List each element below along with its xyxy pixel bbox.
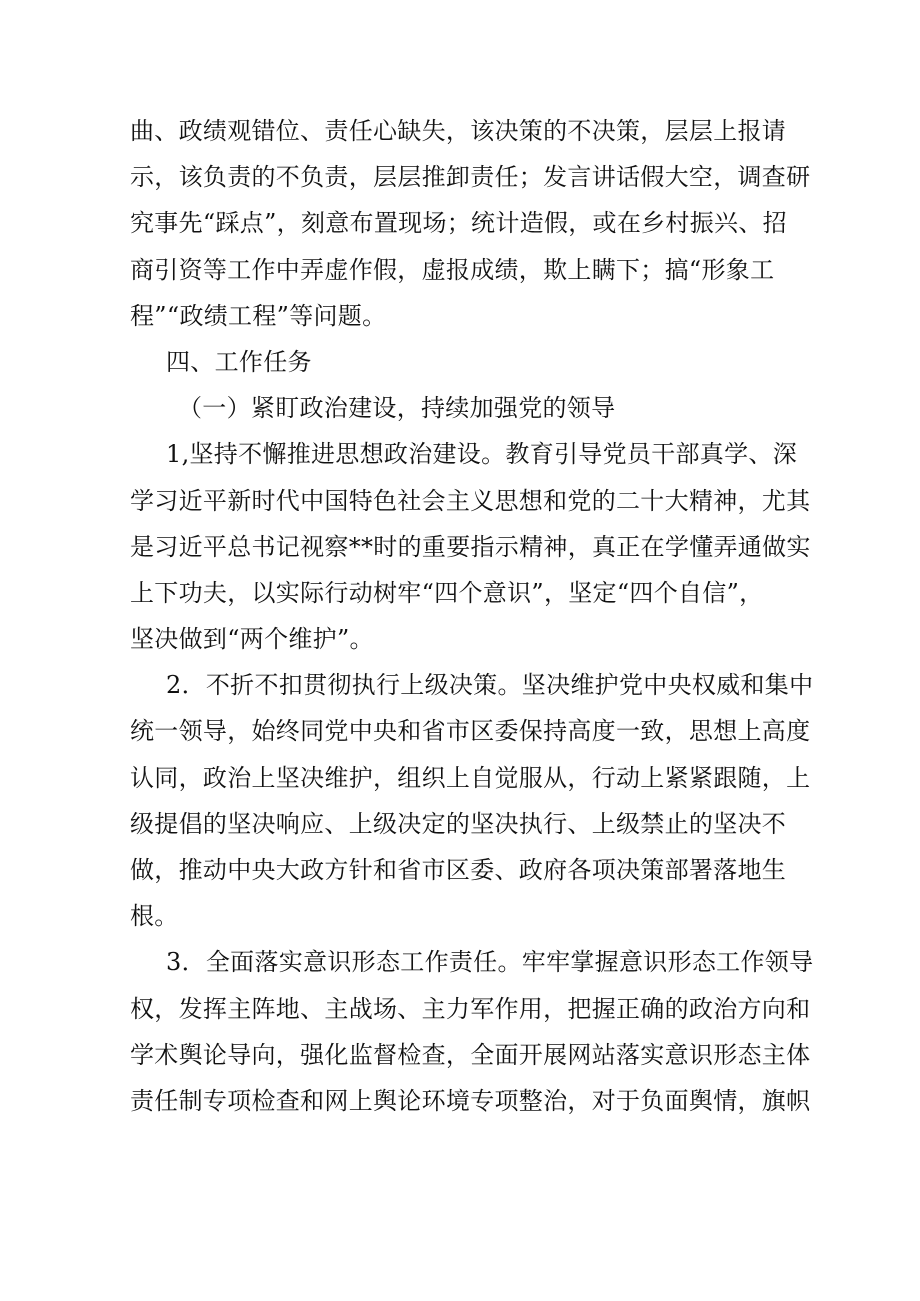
text-line: 级提倡的坚决响应、上级决定的坚决执行、上级禁止的坚决不 [130,809,787,838]
text-line: 示，该负责的不负责，层层推卸责任；发言讲话假大空，调查研 [130,163,811,192]
subsection-heading [130,385,780,431]
paragraph-continuation [130,108,811,339]
text-line: 学习近平新时代中国特色社会主义思想和党的二十大精神，尤其 [130,486,811,515]
text-line: 究事先“踩点”，刻意布置现场；统计造假，或在乡村振兴、招 [130,209,787,238]
text-line: 是习近平总书记视察**时的重要指示精神，真正在学懂弄通做实 [130,532,811,561]
text-line: 权，发挥主阵地、主战场、主力军作用，把握正确的政治方向和 [130,994,811,1023]
text-line: 坚决做到“两个维护”。 [130,625,374,654]
text-line: 曲、政绩观错位、责任心缺失，该决策的不决策，层层上报请 [130,117,787,145]
text-line: 认同，政治上坚决维护，组织上自觉服从，行动上紧紧跟随，上 [130,763,811,792]
text-line: 2．不折不扣贯彻执行上级决策。坚决维护党中央权威和集中 [166,671,814,700]
section-title: 四、工作任务 [166,347,312,376]
paragraph-item-1 [130,431,811,662]
text-line: 3．全面落实意识形态工作责任。牢牢掌握意识形态工作领导 [166,948,814,977]
text-line: 1,坚持不懈推进思想政治建设。教育引导党员干部真学、深 [166,440,797,469]
paragraph-item-3 [130,939,814,1124]
document-body [130,108,814,1124]
text-line: 做，推动中央大政方针和省市区委、政府各项决策部署落地生 [130,856,787,884]
paragraph-item-2 [130,662,814,939]
text-line: 上下功夫，以实际行动树牢“四个意识”，坚定“四个自信”， [130,578,764,607]
text-line: 学术舆论导向，强化监督检查，全面开展网站落实意识形态主体 [130,1040,811,1069]
section-heading [130,339,780,385]
subsection-title: （一）紧盯政治建设，持续加强党的领导 [178,394,616,423]
text-line: 根。 [130,902,179,931]
text-line: 统一领导，始终同党中央和省市区委保持高度一致，思想上高度 [130,717,811,746]
text-line: 程”“政绩工程”等问题。 [130,301,387,330]
text-line: 责任制专项检查和网上舆论环境专项整治，对于负面舆情，旗帜 [130,1086,811,1115]
text-line: 商引资等工作中弄虚作假，虚报成绩，欺上瞒下；搞“形象工 [130,255,775,284]
